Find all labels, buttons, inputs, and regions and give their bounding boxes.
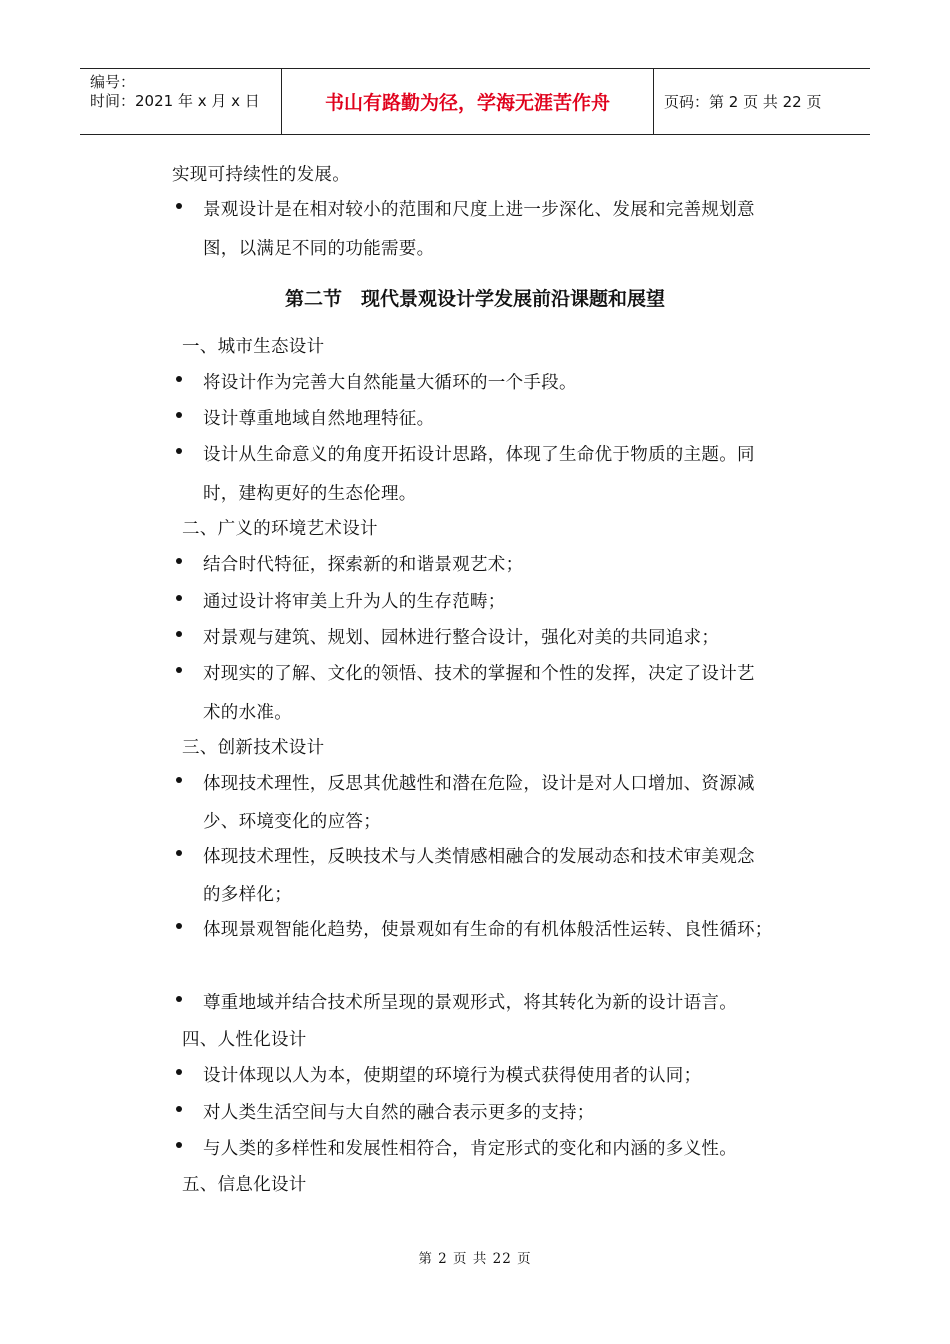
bullet-continuation: 的多样化； [203,885,292,905]
bullet-item: 设计体现以人为本，使期望的环境行为模式获得使用者的认同； [203,1066,702,1086]
bullet-icon [176,850,182,856]
bullet-icon [176,1106,182,1112]
bullet-icon [176,595,182,601]
bullet-icon [176,412,182,418]
bullet-icon [176,203,182,209]
header-motto: 书山有路勤为径，学海无涯苦作舟 [282,69,654,134]
subsection-heading: 四、人性化设计 [182,1030,307,1050]
bullet-item: 对人类生活空间与大自然的融合表示更多的支持； [203,1103,595,1123]
document-date-label: 时间：2021 年 x 月 x 日 [90,92,260,110]
subsection-heading: 二、广义的环境艺术设计 [182,519,378,539]
document-number-label: 编号： [90,73,136,91]
page-footer: 第 2 页 共 22 页 [418,1251,532,1267]
bullet-item: 设计从生命意义的角度开拓设计思路，体现了生命优于物质的主题。同 [203,445,755,465]
bullet-item: 通过设计将审美上升为人的生存范畴； [203,592,506,612]
section-title: 第二节 现代景观设计学发展前沿课题和展望 [284,288,665,310]
bullet-icon [176,1069,182,1075]
bullet-item: 结合时代特征，探索新的和谐景观艺术； [203,555,524,575]
bullet-icon [176,376,182,382]
paragraph-line: 实现可持续性的发展。 [172,165,350,185]
bullet-icon [176,923,182,929]
header-page-info: 页码：第 2 页 共 22 页 [664,93,822,111]
bullet-continuation: 时，建构更好的生态伦理。 [203,484,417,504]
bullet-continuation: 术的水准。 [203,703,292,723]
bullet-icon [176,667,182,673]
bullet-icon [176,996,182,1002]
bullet-item: 设计尊重地域自然地理特征。 [203,409,435,429]
header-meta [80,69,282,134]
subsection-heading: 五、信息化设计 [182,1175,307,1195]
bullet-icon [176,448,182,454]
bullet-item: 体现技术理性，反思其优越性和潜在危险，设计是对人口增加、资源减 [203,774,755,794]
bullet-icon [176,631,182,637]
bullet-item: 景观设计是在相对较小的范围和尺度上进一步深化、发展和完善规划意 [203,200,755,220]
bullet-item: 将设计作为完善大自然能量大循环的一个手段。 [203,373,577,393]
bullet-item: 对现实的了解、文化的领悟、技术的掌握和个性的发挥，决定了设计艺 [203,664,755,684]
bullet-icon [176,558,182,564]
subsection-heading: 一、城市生态设计 [182,337,325,357]
bullet-continuation: 少、环境变化的应答； [203,812,381,832]
bullet-continuation: 图，以满足不同的功能需要。 [203,239,435,259]
bullet-item: 体现技术理性，反映技术与人类情感相融合的发展动态和技术审美观念 [203,847,755,867]
bullet-item: 体现景观智能化趋势，使景观如有生命的有机体般活性运转、良性循环； [203,920,773,940]
subsection-heading: 三、创新技术设计 [182,738,325,758]
page-header [80,68,870,135]
bullet-item: 对景观与建筑、规划、园林进行整合设计，强化对美的共同追求； [203,628,720,648]
bullet-item: 与人类的多样性和发展性相符合，肯定形式的变化和内涵的多义性。 [203,1139,737,1159]
bullet-icon [176,1142,182,1148]
bullet-icon [176,777,182,783]
bullet-item: 尊重地域并结合技术所呈现的景观形式，将其转化为新的设计语言。 [203,993,737,1013]
